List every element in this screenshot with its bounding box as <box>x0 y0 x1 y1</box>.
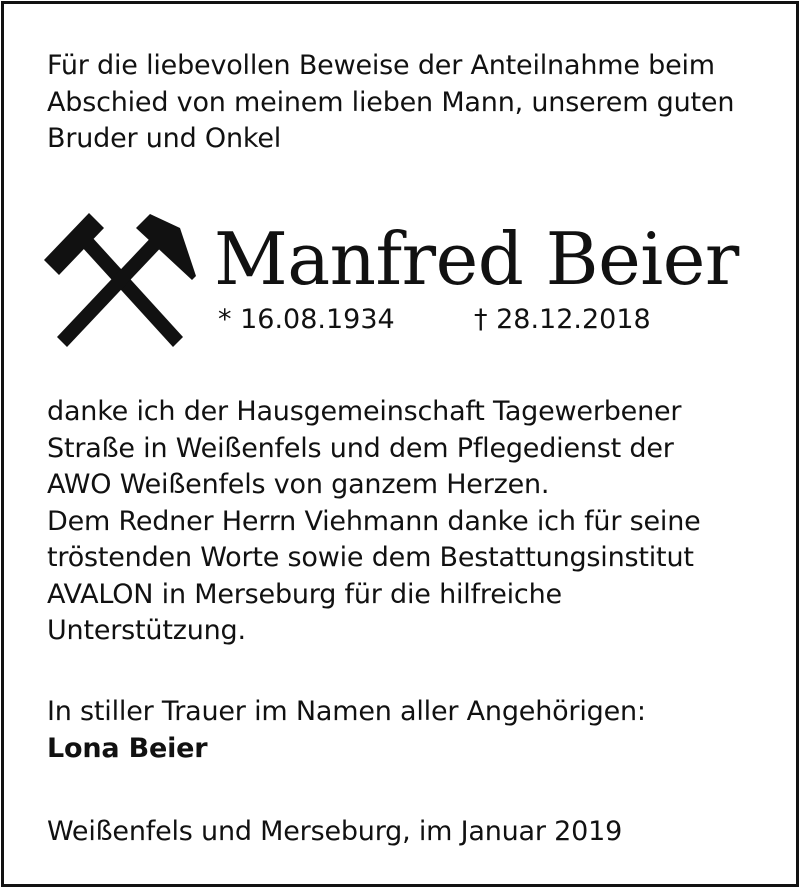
birth-date: * 16.08.1934 <box>218 304 395 335</box>
signer-name: Lona Beier <box>47 732 208 764</box>
closing-block <box>47 694 767 767</box>
mourning-line: In stiller Trauer im Namen aller Angehörigen: <box>47 696 646 727</box>
obituary-notice <box>1 1 799 887</box>
place-date: Weißenfels und Merseburg, im Januar 2019 <box>47 816 623 847</box>
death-date: † 28.12.2018 <box>474 304 651 335</box>
thanks-text: danke ich der Hausgemeinschaft Tagewerbener Straße in Weißenfels und dem Pflegedienst der AWO Weißenfels von ganzem Herzen. Dem Redner Herrn Viehmann danke ich für seine tröstenden Worte sowie dem Bestattungsinstitut AVALON in Merseburg für die hilfreiche Unterstützung. <box>47 396 701 646</box>
intro-text: Für die liebevollen Beweise der Anteilnahme beim Abschied von meinem lieben Mann, unserem guten Bruder und Onkel <box>47 50 735 154</box>
deceased-name: Manfred Beier <box>214 217 739 301</box>
hammer-and-pick-icon <box>40 208 200 354</box>
deceased-name-block <box>214 214 739 304</box>
